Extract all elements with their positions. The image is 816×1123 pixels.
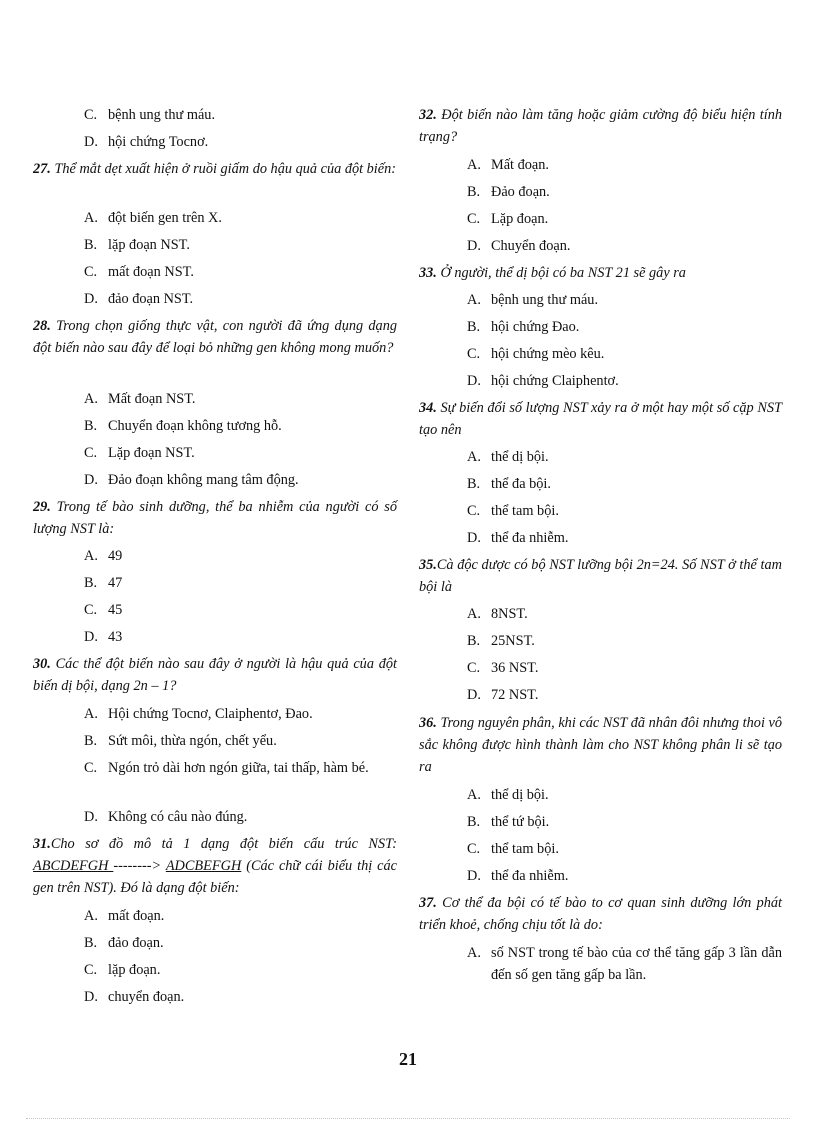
q36-option-a (467, 784, 782, 806)
question-text: Các thể đột biến nào sau đây ở người là hậu quả của đột biến dị bội, dạng 2n – 1? (33, 656, 398, 694)
footer-divider (26, 1118, 790, 1119)
option-letter: A. (467, 606, 481, 622)
option-letter: A. (84, 908, 98, 924)
option-text: hội chứng Claiphentơ. (491, 373, 619, 389)
gene-sequence-original: ABCDEFGH (33, 858, 114, 874)
question-number: 30. (33, 656, 51, 672)
option-text: Chuyển đoạn. (491, 238, 571, 254)
question-number: 37. (419, 895, 437, 911)
q32-option-a (467, 154, 782, 176)
option-letter: D. (467, 868, 481, 884)
q34-option-b (467, 473, 782, 495)
q29-option-d (84, 626, 397, 648)
option-text: Đảo đoạn. (491, 184, 550, 200)
question-32 (419, 104, 782, 148)
question-text: Ở người, thể dị bội có ba NST 21 sẽ gây ra (440, 265, 686, 281)
q29-option-c (84, 599, 397, 621)
option-text: mất đoạn. (108, 908, 165, 924)
option-text: hội chứng mèo kêu. (491, 346, 605, 362)
option-letter: B. (467, 319, 481, 335)
option-text: bệnh ung thư máu. (108, 107, 216, 123)
q35-option-b (467, 630, 782, 652)
q30-option-d (84, 806, 397, 828)
q29-option-b (84, 572, 397, 594)
option-letter: C. (84, 760, 98, 776)
option-letter: B. (84, 418, 98, 434)
option-letter: C. (84, 962, 98, 978)
option-text: thể tam bội. (491, 503, 559, 519)
q36-option-d (467, 865, 782, 887)
question-27 (33, 158, 397, 180)
option-letter: D. (84, 989, 98, 1005)
q29-option-a (84, 545, 397, 567)
question-36 (419, 712, 782, 778)
option-text: Lặp đoạn NST. (108, 445, 195, 461)
option-text: đảo đoạn. (108, 935, 164, 951)
question-28 (33, 315, 397, 359)
question-34 (419, 397, 782, 441)
option-text: đột biến gen trên X. (108, 210, 222, 226)
q34-option-d (467, 527, 782, 549)
q28-option-d (84, 469, 397, 491)
question-number: 36. (419, 715, 437, 731)
option-letter: C. (84, 107, 98, 123)
question-number: 33. (419, 265, 437, 281)
option-letter: B. (84, 733, 98, 749)
option-letter: A. (467, 945, 481, 961)
option-letter: C. (467, 346, 481, 362)
question-text: Cơ thể đa bội có tế bào to cơ quan sinh dưỡng lớn phát triển khoẻ, chống chịu tốt là do: (419, 895, 782, 933)
question-text: Trong tế bào sinh dưỡng, thể ba nhiễm của người có số lượng NST là: (33, 499, 397, 537)
q37-option-a (467, 942, 782, 986)
question-number: 35. (419, 557, 437, 573)
q26-option-c (84, 104, 397, 126)
question-29 (33, 496, 397, 540)
option-text: thể đa bội. (491, 476, 551, 492)
option-text: thể đa nhiễm. (491, 868, 569, 884)
question-text: Cà độc dược có bộ NST lưỡng bội 2n=24. Số NST ở thể tam bội là (419, 557, 782, 595)
option-letter: B. (467, 633, 481, 649)
option-letter: A. (467, 157, 481, 173)
option-letter: B. (84, 935, 98, 951)
option-letter: A. (84, 210, 98, 226)
option-letter: C. (467, 841, 481, 857)
option-letter: D. (467, 687, 481, 703)
option-letter: B. (84, 237, 98, 253)
option-letter: B. (84, 575, 98, 591)
option-text: 36 NST. (491, 660, 539, 676)
q27-option-a (84, 207, 397, 229)
question-37 (419, 892, 782, 936)
q32-option-b (467, 181, 782, 203)
question-33 (419, 262, 782, 284)
question-number: 34. (419, 400, 437, 416)
mutation-arrow: --------> (113, 858, 162, 874)
q31-option-c (84, 959, 397, 981)
option-letter: C. (84, 445, 98, 461)
q31-option-b (84, 932, 397, 954)
question-text: Thể mắt dẹt xuất hiện ở ruồi giấm do hậu quả của đột biến: (54, 161, 397, 177)
q27-option-c (84, 261, 397, 283)
option-text: hội chứng Tocnơ. (108, 134, 209, 150)
option-text: chuyển đoạn. (108, 989, 185, 1005)
option-text: hội chứng Đao. (491, 319, 580, 335)
q33-option-a (467, 289, 782, 311)
q30-option-b (84, 730, 397, 752)
q35-option-a (467, 603, 782, 625)
q35-option-d (467, 684, 782, 706)
option-letter: A. (467, 449, 481, 465)
option-letter: D. (84, 134, 98, 150)
option-letter: C. (84, 264, 98, 280)
option-text: lặp đoạn NST. (108, 237, 190, 253)
option-text: Lặp đoạn. (491, 211, 549, 227)
q32-option-c (467, 208, 782, 230)
question-30 (33, 653, 397, 697)
question-text: Trong chọn giống thực vật, con người đã ứng dụng dạng đột biến nào sau đây để loại bỏ những gen không mong muốn? (33, 318, 397, 356)
option-text: đảo đoạn NST. (108, 291, 194, 307)
question-31 (33, 833, 397, 899)
question-text: Trong nguyên phân, khi các NST đã nhân đôi nhưng thoi vô sắc không được hình thành làm cho NST không phân li sẽ tạo ra (419, 715, 782, 775)
question-number: 27. (33, 161, 51, 177)
question-text: Cho sơ đồ mô tả 1 dạng đột biến cấu trúc NST: (50, 836, 397, 852)
option-text: số NST trong tế bào của cơ thể tăng gấp 3 lần dẫn đến số gen tăng gấp ba lần. (491, 945, 782, 983)
option-letter: A. (84, 391, 98, 407)
option-text: Chuyển đoạn không tương hỗ. (108, 418, 282, 434)
option-letter: D. (84, 291, 98, 307)
option-text: thể tứ bội. (491, 814, 550, 830)
option-text: Ngón trỏ dài hơn ngón giữa, tai thấp, hàm bé. (108, 760, 369, 776)
question-text: Sự biến đổi số lượng NST xảy ra ở một hay một số cặp NST tạo nên (419, 400, 782, 438)
option-letter: C. (84, 602, 98, 618)
option-letter: D. (84, 472, 98, 488)
option-letter: D. (84, 629, 98, 645)
option-text: 45 (108, 602, 123, 618)
q35-option-c (467, 657, 782, 679)
option-letter: B. (467, 184, 481, 200)
q31-option-a (84, 905, 397, 927)
option-text: Sứt môi, thừa ngón, chết yểu. (108, 733, 277, 749)
option-letter: D. (467, 373, 481, 389)
option-text: 43 (108, 629, 123, 645)
option-text: thể đa nhiễm. (491, 530, 569, 546)
option-letter: D. (84, 809, 98, 825)
option-text: thể tam bội. (491, 841, 559, 857)
q33-option-d (467, 370, 782, 392)
option-text: Không có câu nào đúng. (108, 809, 248, 825)
q31-option-d (84, 986, 397, 1008)
option-letter: A. (467, 292, 481, 308)
q36-option-c (467, 838, 782, 860)
option-text: lặp đoạn. (108, 962, 161, 978)
gene-sequence-mutated: ADCBEFGH (165, 858, 242, 874)
question-number: 32. (419, 107, 437, 123)
q32-option-d (467, 235, 782, 257)
q28-option-b (84, 415, 397, 437)
question-35 (419, 554, 782, 598)
option-letter: A. (467, 787, 481, 803)
q34-option-c (467, 500, 782, 522)
question-text-cont: (Các chữ cái biểu thị các gen trên NST). Đó là dạng đột biến: (33, 858, 397, 896)
q27-option-d (84, 288, 397, 310)
option-text: Hội chứng Tocnơ, Claiphentơ, Đao. (108, 706, 313, 722)
option-letter: B. (467, 476, 481, 492)
q33-option-c (467, 343, 782, 365)
q27-option-b (84, 234, 397, 256)
q28-option-a (84, 388, 397, 410)
option-letter: C. (467, 211, 481, 227)
option-text: Mất đoạn NST. (108, 391, 196, 407)
q34-option-a (467, 446, 782, 468)
option-letter: C. (467, 503, 481, 519)
q36-option-b (467, 811, 782, 833)
option-text: thể dị bội. (491, 449, 549, 465)
option-letter: D. (467, 238, 481, 254)
option-text: Đảo đoạn không mang tâm động. (108, 472, 299, 488)
option-text: 72 NST. (491, 687, 539, 703)
option-letter: A. (84, 706, 98, 722)
option-text: mất đoạn NST. (108, 264, 194, 280)
option-text: 8NST. (491, 606, 528, 622)
option-text: Mất đoạn. (491, 157, 549, 173)
option-text: bệnh ung thư máu. (491, 292, 599, 308)
q33-option-b (467, 316, 782, 338)
option-text: 25NST. (491, 633, 535, 649)
question-text: Đột biến nào làm tăng hoặc giảm cường độ biểu hiện tính trạng? (419, 107, 782, 145)
option-letter: B. (467, 814, 481, 830)
option-letter: C. (467, 660, 481, 676)
option-text: 47 (108, 575, 123, 591)
question-number: 28. (33, 318, 51, 334)
page-number: 21 (399, 1049, 417, 1069)
question-number: 29. (33, 499, 51, 515)
option-text: thể dị bội. (491, 787, 549, 803)
option-letter: A. (84, 548, 98, 564)
question-number: 31. (33, 836, 51, 852)
q26-option-d (84, 131, 397, 153)
option-letter: D. (467, 530, 481, 546)
q30-option-c (84, 757, 397, 779)
q28-option-c (84, 442, 397, 464)
q30-option-a (84, 703, 397, 725)
option-text: 49 (108, 548, 123, 564)
